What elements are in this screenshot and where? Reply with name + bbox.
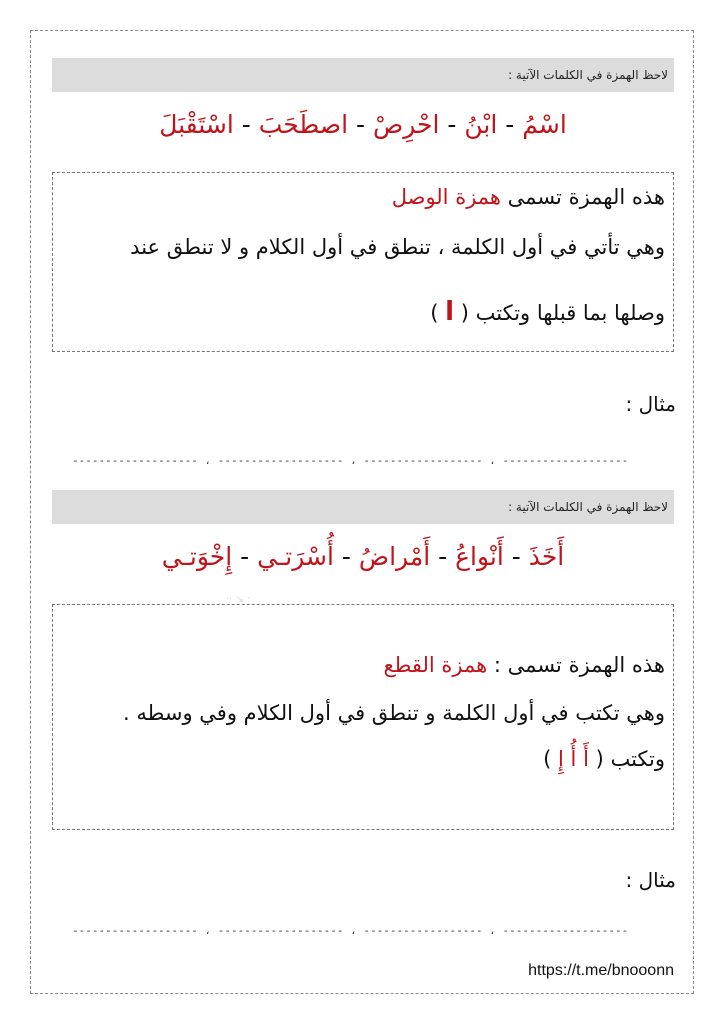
rule-box-1 xyxy=(52,172,674,352)
rule-line-1 xyxy=(384,653,666,677)
word-separator: - xyxy=(438,542,448,571)
example-label-2: مثال : xyxy=(625,868,676,892)
word-separator: - xyxy=(447,110,457,139)
word-separator: - xyxy=(341,542,351,571)
word-separator: - xyxy=(511,542,521,571)
word-separator: - xyxy=(505,110,515,139)
words-line-1 xyxy=(52,110,674,139)
word-separator: - xyxy=(240,542,250,571)
instruction-text: لاحظ الهمزة في الكلمات الآتية : xyxy=(508,500,668,514)
word: اسْتَقْبَلَ xyxy=(159,110,234,139)
rule-text-end: ) xyxy=(430,301,446,325)
instruction-text: لاحظ الهمزة في الكلمات الآتية : xyxy=(508,68,668,82)
instruction-bar-1 xyxy=(52,58,674,92)
rule-box-2 xyxy=(52,604,674,830)
instruction-bar-2 xyxy=(52,490,674,524)
rule-line-2: وهي تأتي في أول الكلمة ، تنطق في أول الكلام و لا تنطق عند xyxy=(130,235,665,259)
word: أَنْواعُ xyxy=(455,542,504,571)
rule-term: همزة القطع xyxy=(383,653,488,677)
word: أَمْراضُ xyxy=(358,542,431,571)
words-line-2 xyxy=(52,542,674,571)
answer-line-2: ------------------- ، ------------------- ، ------------------ ، ------------------- xyxy=(72,924,629,937)
rule-line-3 xyxy=(430,297,665,327)
rule-text: وتكتب ( xyxy=(588,747,665,771)
scan-smudge: ·· ↘ · xyxy=(226,594,251,605)
telegram-link[interactable]: https://t.me/bnooonn xyxy=(528,962,674,979)
letter-form: ا xyxy=(445,297,455,327)
word: ابْنُ xyxy=(464,110,498,139)
rule-text: وصلها بما قبلها وتكتب ( xyxy=(454,301,665,325)
word: اصطَحَبَ xyxy=(258,110,349,139)
rule-text: هذه الهمزة تسمى : xyxy=(487,653,665,677)
rule-line-1 xyxy=(392,185,665,209)
rule-text-end: ) xyxy=(543,747,559,771)
word: احْرِصْ xyxy=(373,110,440,139)
word: أَخَذَ xyxy=(528,542,565,571)
rule-line-3 xyxy=(543,747,665,771)
word-separator: - xyxy=(356,110,366,139)
word-separator: - xyxy=(241,110,251,139)
word: اسْمُ xyxy=(522,110,567,139)
rule-text: هذه الهمزة تسمى xyxy=(501,185,665,209)
word: أُسْرَتـي xyxy=(257,542,334,571)
answer-line-1: ------------------- ، ------------------- ، ------------------ ، ------------------- xyxy=(72,454,629,467)
word: إِخْوَتـي xyxy=(161,542,233,571)
letter-forms: أَ أُ إِ xyxy=(558,747,589,771)
example-label-1: مثال : xyxy=(625,392,676,416)
rule-line-2: وهي تكتب في أول الكلمة و تنطق في أول الكلام وفي وسطه . xyxy=(123,701,665,725)
rule-term: همزة الوصل xyxy=(391,185,501,209)
